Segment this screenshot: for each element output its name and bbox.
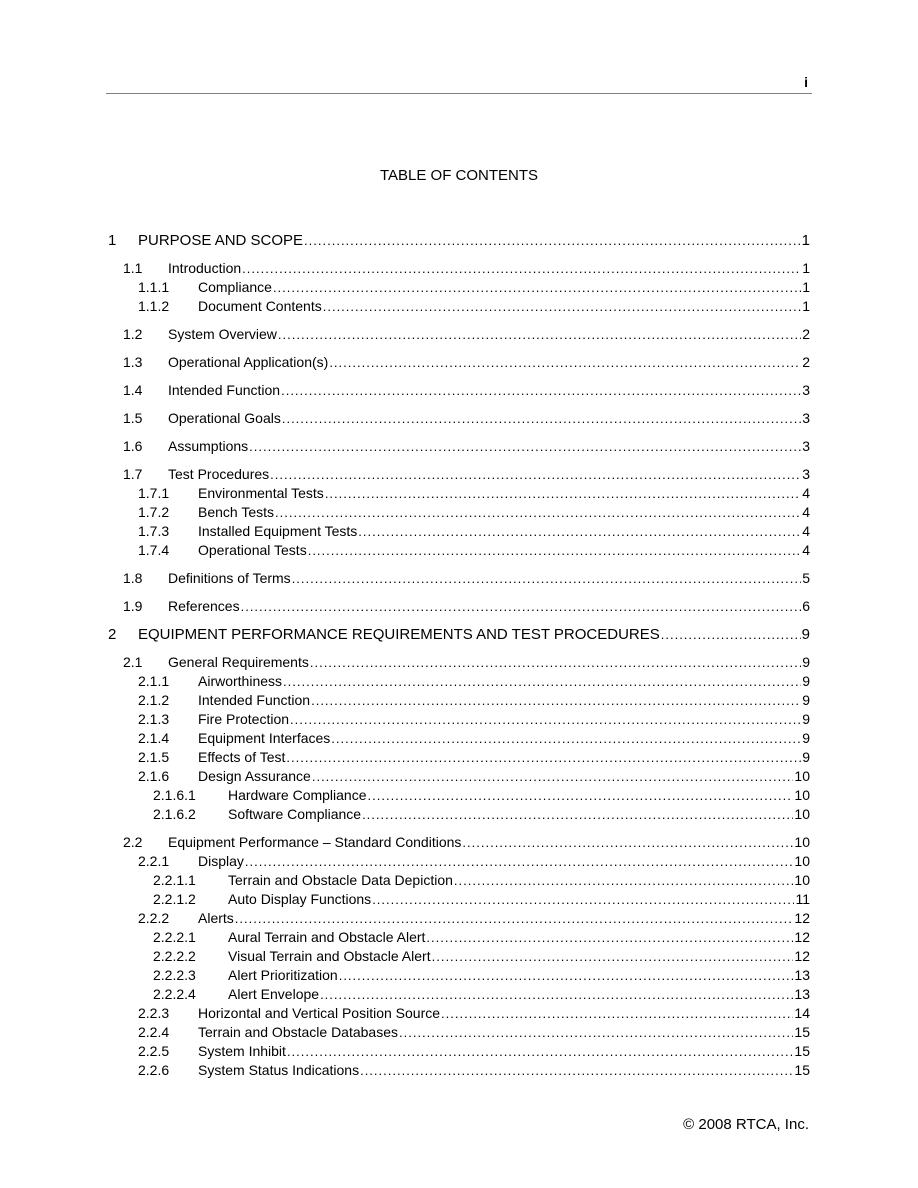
dot-leader [270,465,801,484]
toc-entry-page: 3 [802,410,810,426]
toc-entry-number: 2.2 [123,834,143,850]
toc-entry-page: 11 [795,891,810,907]
toc-entry-number: 2.1.6.1 [153,787,196,803]
toc-entry[interactable] [108,966,810,985]
toc-entry-number: 2.1.5 [138,749,170,765]
toc-entry[interactable] [108,767,810,786]
toc-entry-page: 9 [802,730,810,746]
toc-entry-title: Operational Goals [168,410,281,426]
dot-leader [282,409,801,428]
toc-entry-page: 1 [802,279,810,295]
toc-entry-page: 4 [802,542,810,558]
toc-entry-number: 2.1.2 [138,692,170,708]
toc-entry-page: 12 [794,948,810,964]
toc-entry-page: 3 [802,382,810,398]
toc-entry-number: 2.2.2 [138,910,170,926]
dot-leader [331,729,801,748]
dot-leader [311,691,801,710]
toc-entry-title: Auto Display Functions [228,891,372,907]
toc-entry-title: Intended Function [198,692,311,708]
toc-entry-title: Visual Terrain and Obstacle Alert [228,948,431,964]
toc-entry-title: EQUIPMENT PERFORMANCE REQUIREMENTS AND TEST PROCEDURES [138,626,660,643]
toc-entry-title: General Requirements [168,654,309,670]
toc-entry-number: 2.2.2.2 [153,948,196,964]
dot-leader [292,569,802,588]
dot-leader [362,805,793,824]
toc-entry-number: 2.2.1.2 [153,891,196,907]
toc-entry[interactable] [108,928,810,947]
toc-entry-number: 2.1 [123,654,143,670]
toc-entry-page: 12 [794,929,810,945]
toc-entry-number: 1.1 [123,260,143,276]
toc-entry-title: PURPOSE AND SCOPE [138,232,304,249]
dot-leader [372,890,794,909]
toc-entry-number: 1.6 [123,438,143,454]
toc-entry-title: Hardware Compliance [228,787,367,803]
toc-entry[interactable] [108,1061,810,1080]
toc-entry-number: 2.2.6 [138,1062,170,1078]
toc-entry-page: 10 [794,853,810,869]
toc-entry[interactable] [108,672,810,691]
dot-leader [360,1061,793,1080]
table-of-contents [108,231,810,1080]
toc-entry-page: 10 [794,872,810,888]
toc-entry-title: Operational Application(s) [168,354,329,370]
toc-entry-title: Equipment Performance – Standard Conditions [168,834,462,850]
toc-entry-title: Software Compliance [228,806,362,822]
dot-leader [287,1042,793,1061]
dot-leader [441,1004,793,1023]
toc-entry[interactable] [108,569,810,588]
toc-entry-title: Terrain and Obstacle Data Depiction [228,872,453,888]
toc-entry[interactable] [108,231,810,250]
toc-entry-page: 2 [802,326,810,342]
toc-entry-title: Intended Function [168,382,281,398]
toc-entry-number: 1.7.4 [138,542,170,558]
toc-entry[interactable] [108,465,810,484]
toc-entry-page: 2 [802,354,810,370]
dot-leader [275,503,801,522]
toc-entry-page: 10 [794,806,810,822]
dot-leader [368,786,794,805]
dot-leader [320,985,793,1004]
toc-entry-title: Bench Tests [198,504,275,520]
toc-entry[interactable] [108,541,810,560]
toc-entry-title: Environmental Tests [198,485,324,501]
dot-leader [454,871,794,890]
toc-entry-number: 2.1.6 [138,768,170,784]
toc-entry-title: Alert Envelope [228,986,320,1002]
toc-entry-title: Effects of Test [198,749,286,765]
toc-entry-title: Airworthiness [198,673,283,689]
toc-entry-page: 4 [802,485,810,501]
toc-entry-number: 2 [108,626,117,643]
dot-leader [281,381,801,400]
toc-entry-number: 2.2.1.1 [153,872,196,888]
toc-entry-title: References [168,598,240,614]
toc-entry-page: 10 [794,787,810,803]
toc-entry-page: 3 [802,438,810,454]
toc-entry-title: Display [198,853,244,869]
toc-entry[interactable] [108,597,810,616]
dot-leader [235,909,794,928]
toc-entry-page: 9 [802,711,810,727]
toc-entry[interactable] [108,710,810,729]
toc-entry[interactable] [108,748,810,767]
toc-entry-page: 4 [802,504,810,520]
toc-entry-number: 2.1.1 [138,673,170,689]
toc-entry-page: 14 [794,1005,810,1021]
toc-entry-number: 1 [108,232,117,249]
toc-entry-number: 1.1.1 [138,279,170,295]
toc-entry-page: 6 [802,598,810,614]
dot-leader [325,484,801,503]
toc-entry-title: Assumptions [168,438,249,454]
dot-leader [329,353,801,372]
toc-entry-title: Horizontal and Vertical Position Source [198,1005,441,1021]
toc-entry[interactable] [108,325,810,344]
toc-entry-title: Operational Tests [198,542,307,558]
header-rule [106,93,812,94]
toc-entry-title: Definitions of Terms [168,570,291,586]
toc-entry[interactable] [108,353,810,372]
toc-entry-number: 1.7.2 [138,504,170,520]
toc-entry[interactable] [108,297,810,316]
toc-entry[interactable] [108,805,810,824]
toc-entry-title: Equipment Interfaces [198,730,331,746]
toc-entry-title: Fire Protection [198,711,290,727]
dot-leader [426,928,793,947]
toc-entry-number: 1.1.2 [138,298,170,314]
dot-leader [310,653,801,672]
toc-entry-page: 1 [801,232,810,249]
toc-entry-title: System Status Indications [198,1062,360,1078]
toc-entry-page: 10 [794,834,810,850]
toc-entry-page: 10 [794,768,810,784]
toc-entry-page: 1 [802,298,810,314]
toc-entry[interactable] [108,691,810,710]
toc-entry-title: Test Procedures [168,466,270,482]
toc-entry-page: 9 [802,692,810,708]
toc-entry-number: 2.1.3 [138,711,170,727]
toc-entry-number: 2.2.3 [138,1005,170,1021]
dot-leader [339,966,794,985]
dot-leader [399,1023,793,1042]
toc-entry-number: 2.1.4 [138,730,170,746]
toc-entry[interactable] [108,484,810,503]
dot-leader [462,833,793,852]
toc-entry-title: Alert Prioritization [228,967,338,983]
toc-entry[interactable] [108,653,810,672]
toc-entry-page: 15 [794,1024,810,1040]
toc-entry-number: 1.9 [123,598,143,614]
toc-entry[interactable] [108,890,810,909]
dot-leader [286,748,801,767]
toc-entry-number: 1.5 [123,410,143,426]
toc-entry-number: 2.2.4 [138,1024,170,1040]
toc-entry[interactable] [108,947,810,966]
toc-entry-title: Terrain and Obstacle Databases [198,1024,398,1040]
toc-entry-page: 13 [794,986,810,1002]
toc-entry-title: Aural Terrain and Obstacle Alert [228,929,426,945]
toc-entry-number: 2.1.6.2 [153,806,196,822]
toc-entry-page: 9 [802,654,810,670]
toc-entry[interactable] [108,871,810,890]
dot-leader [283,672,801,691]
toc-entry-page: 15 [794,1062,810,1078]
toc-entry[interactable] [108,1004,810,1023]
toc-entry[interactable] [108,729,810,748]
dot-leader [245,852,794,871]
toc-entry-page: 13 [794,967,810,983]
toc-entry[interactable] [108,833,810,852]
dot-leader [290,710,801,729]
toc-entry-number: 1.8 [123,570,143,586]
dot-leader [358,522,801,541]
toc-entry-title: Introduction [168,260,242,276]
toc-entry[interactable] [108,259,810,278]
toc-entry[interactable] [108,381,810,400]
toc-entry[interactable] [108,786,810,805]
toc-entry[interactable] [108,1023,810,1042]
dot-leader [661,625,801,644]
dot-leader [308,541,802,560]
dot-leader [242,259,801,278]
toc-entry[interactable] [108,852,810,871]
dot-leader [278,325,801,344]
toc-entry-title: Design Assurance [198,768,311,784]
toc-entry-number: 2.2.2.1 [153,929,196,945]
toc-entry-number: 2.2.1 [138,853,170,869]
dot-leader [312,767,794,786]
toc-entry-page: 9 [802,673,810,689]
page-number: i [804,74,808,90]
toc-entry[interactable] [108,409,810,428]
toc-entry[interactable] [108,1042,810,1061]
dot-leader [323,297,801,316]
toc-entry-number: 1.3 [123,354,143,370]
toc-entry-number: 2.2.5 [138,1043,170,1059]
copyright-notice: © 2008 RTCA, Inc. [683,1116,809,1133]
toc-entry-page: 12 [794,910,810,926]
toc-entry-number: 1.7.1 [138,485,170,501]
toc-entry-number: 1.2 [123,326,143,342]
toc-entry[interactable] [108,522,810,541]
toc-heading: TABLE OF CONTENTS [379,167,539,184]
toc-entry-number: 1.4 [123,382,143,398]
dot-leader [432,947,794,966]
toc-entry[interactable] [108,437,810,456]
toc-entry-title: Compliance [198,279,272,295]
toc-entry-page: 4 [802,523,810,539]
toc-entry-number: 2.2.2.4 [153,986,196,1002]
toc-entry-title: Alerts [198,910,234,926]
toc-entry[interactable] [108,985,810,1004]
toc-entry-title: System Overview [168,326,277,342]
toc-entry[interactable] [108,503,810,522]
dot-leader [241,597,802,616]
toc-entry-title: Document Contents [198,298,322,314]
toc-entry-page: 9 [802,749,810,765]
toc-entry-number: 1.7 [123,466,143,482]
dot-leader [249,437,801,456]
toc-entry-page: 1 [802,260,810,276]
dot-leader [304,231,801,250]
toc-entry[interactable] [108,625,810,644]
toc-entry-title: System Inhibit [198,1043,286,1059]
toc-entry-page: 3 [802,466,810,482]
toc-entry-number: 2.2.2.3 [153,967,196,983]
toc-entry-number: 1.7.3 [138,523,170,539]
toc-entry-page: 9 [801,626,810,643]
toc-entry-title: Installed Equipment Tests [198,523,358,539]
toc-entry-page: 15 [794,1043,810,1059]
dot-leader [273,278,801,297]
toc-entry-page: 5 [802,570,810,586]
toc-entry[interactable] [108,278,810,297]
toc-entry[interactable] [108,909,810,928]
